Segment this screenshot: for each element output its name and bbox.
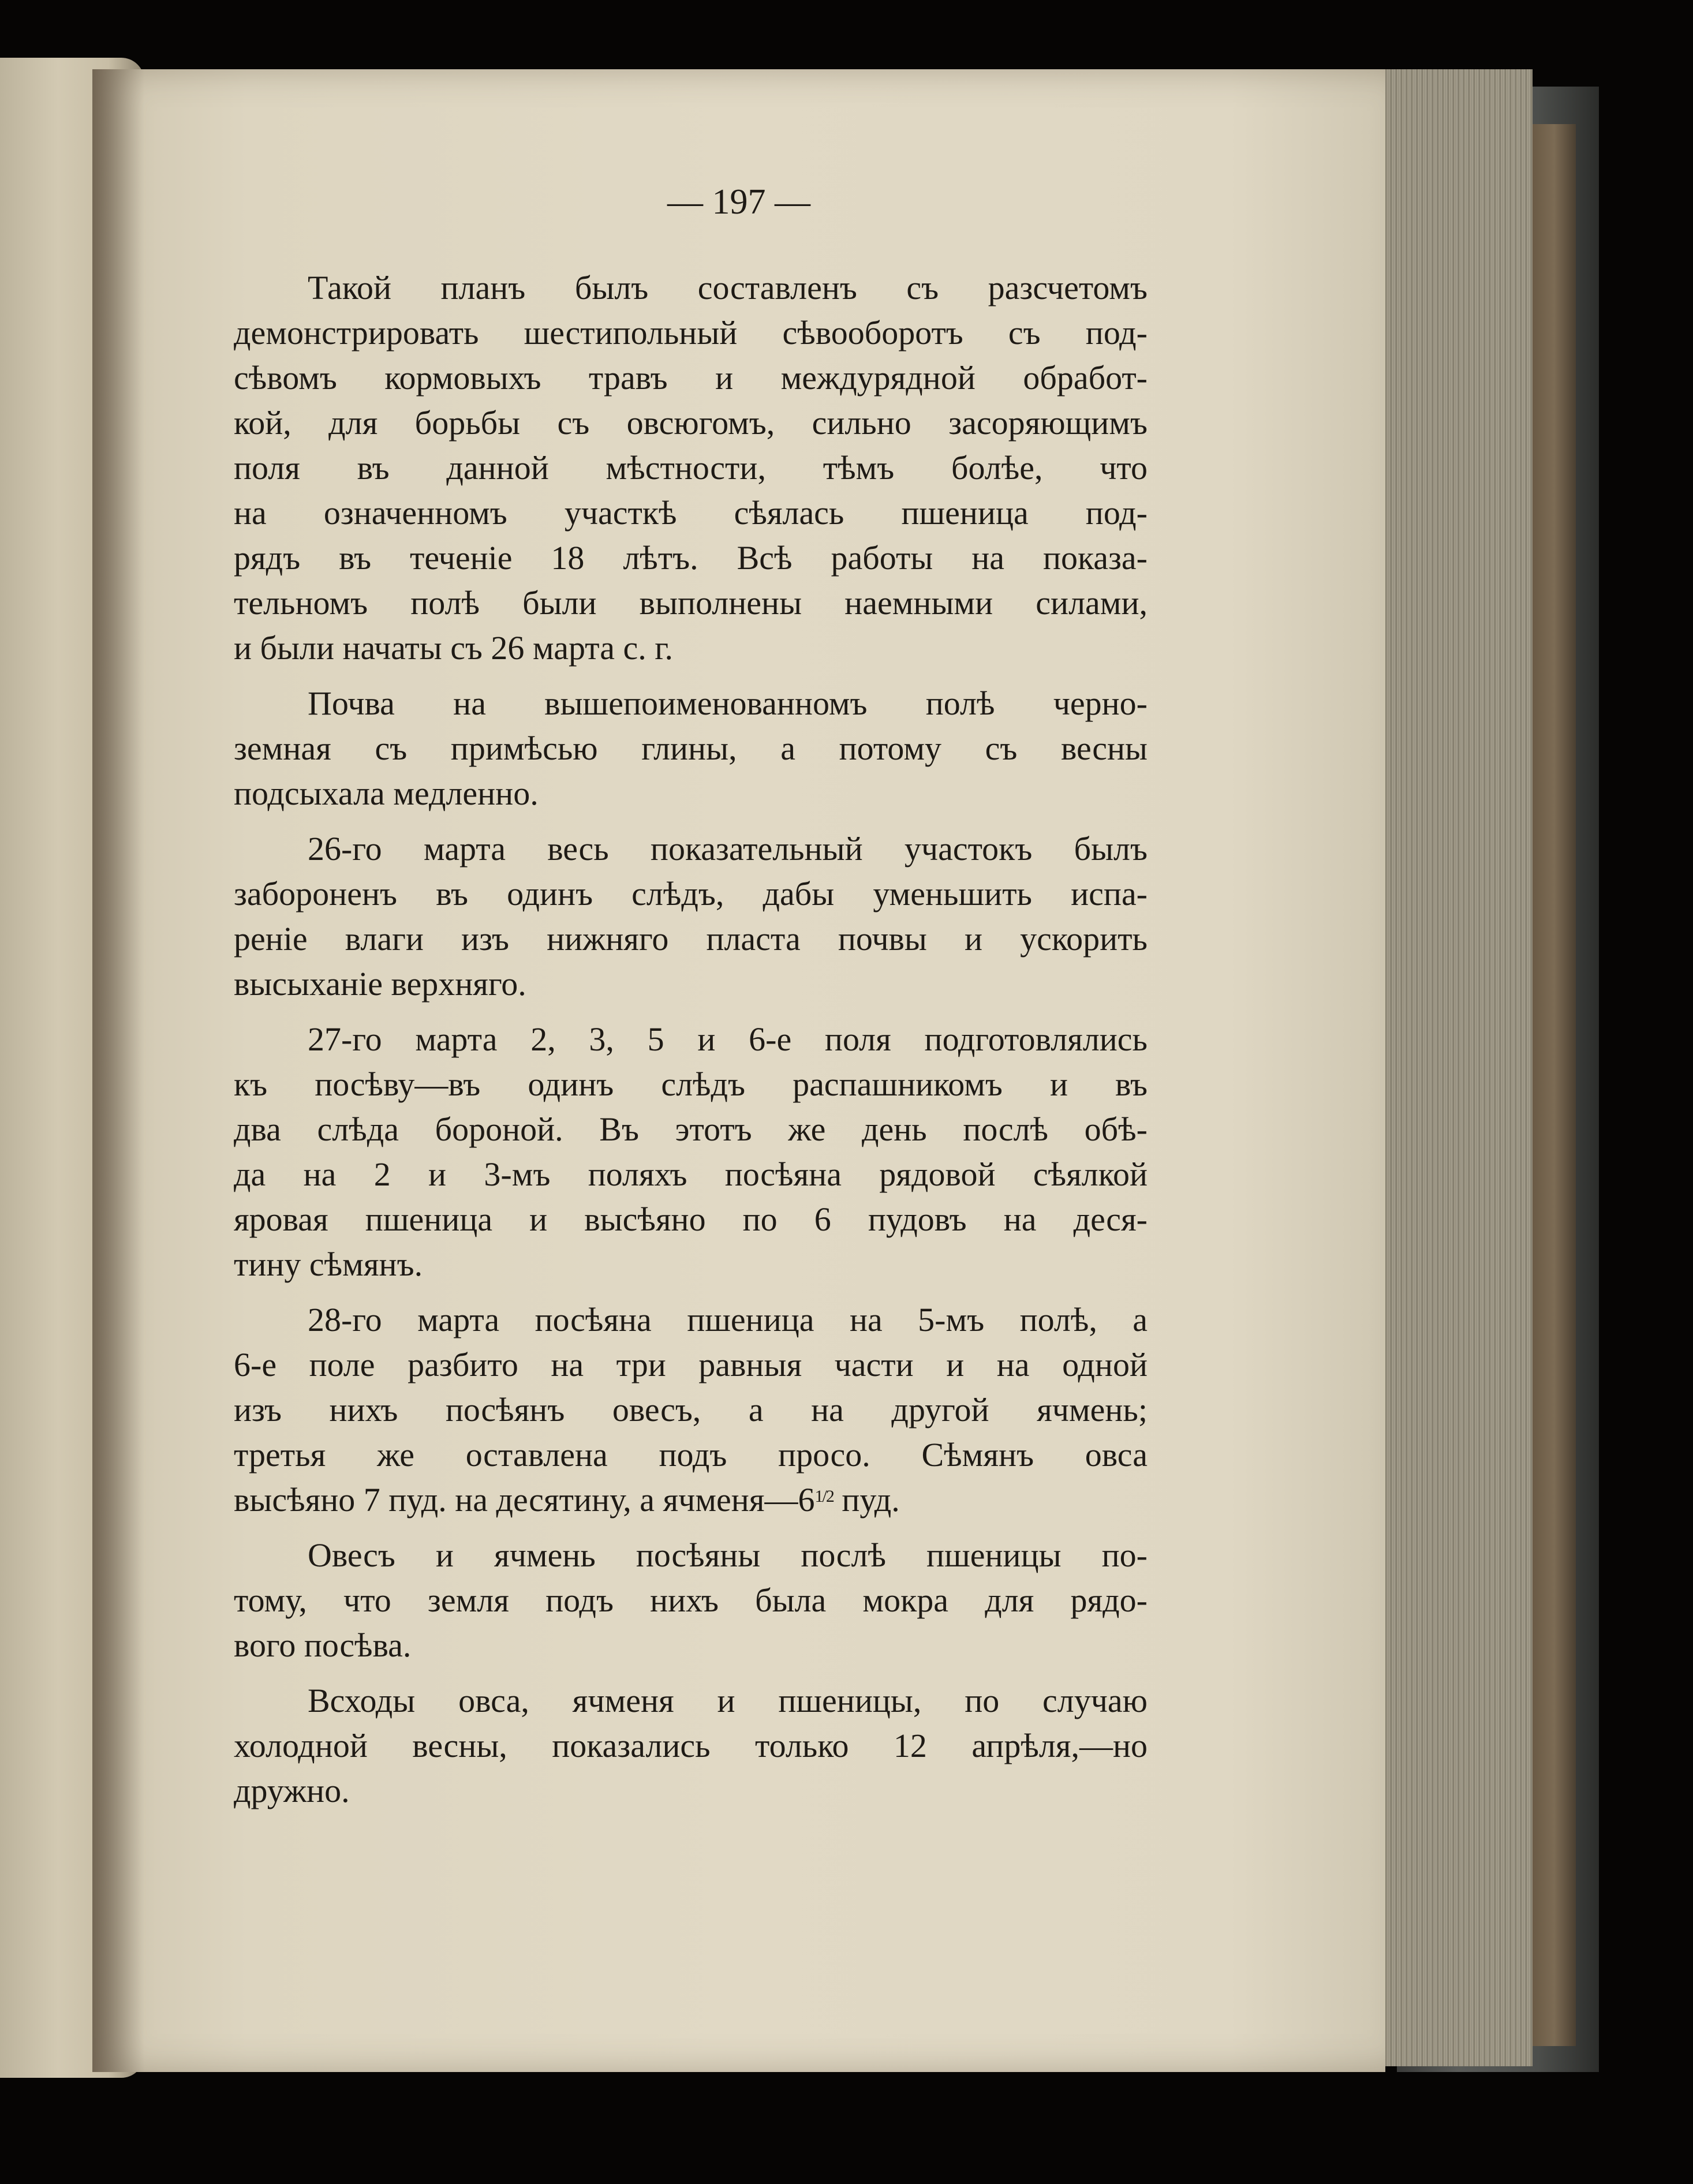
text-line: два слѣда бороной. Въ этотъ же день послѣ обѣ- (234, 1110, 1148, 1148)
page-block-edges (1382, 69, 1533, 2066)
text-line: Всходы овса, ячменя и пшеницы, по случаю (308, 1682, 1148, 1719)
paragraph-1 (234, 265, 1148, 671)
page-body (234, 265, 1148, 1824)
text-line: изъ нихъ посѣянъ овесъ, а на другой ячмень; (234, 1391, 1148, 1428)
text-line: вого посѣва. (234, 1626, 412, 1664)
text-line: 28-го марта посѣяна пшеница на 5-мъ полѣ, а (308, 1301, 1148, 1338)
text-line: тину сѣмянъ. (234, 1246, 423, 1283)
page-number: — 197 — (667, 182, 810, 222)
paragraph-2 (234, 681, 1148, 816)
right-page (92, 69, 1385, 2072)
text-line: сѣвомъ кормовыхъ травъ и междурядной обработ- (234, 359, 1148, 397)
text-line: Почва на вышепоименованномъ полѣ черно- (308, 685, 1148, 722)
page-gutter-shadow (92, 69, 144, 2072)
text-line: дружно. (234, 1772, 350, 1809)
text-line: подсыхала медленно. (234, 775, 539, 812)
text-fragment: высѣяно 7 пуд. на десятину, а ячменя—6 (234, 1481, 815, 1519)
text-line: высыханіе верхняго. (234, 965, 526, 1003)
text-line: поля въ данной мѣстности, тѣмъ болѣе, что (234, 449, 1148, 487)
fraction: 1/2 (814, 1487, 834, 1506)
text-line: къ посѣву—въ одинъ слѣдъ распашникомъ и въ (234, 1065, 1148, 1103)
text-line: третья же оставлена подъ просо. Сѣмянъ овса (234, 1436, 1148, 1474)
text-line: 26-го марта весь показательный участокъ былъ (308, 830, 1148, 867)
paragraph-5 (234, 1297, 1148, 1523)
text-line: яровая пшеница и высѣяно по 6 пудовъ на деся- (234, 1201, 1148, 1238)
text-line: забороненъ въ одинъ слѣдъ, дабы уменьшить испа- (234, 875, 1148, 913)
paragraph-3 (234, 827, 1148, 1007)
text-line: и были начаты съ 26 марта с. г. (234, 629, 673, 667)
text-line: земная съ примѣсью глины, а потому съ весны (234, 730, 1148, 767)
paragraph-6 (234, 1533, 1148, 1668)
text-line: демонстрировать шестипольный сѣвооборотъ съ под- (234, 314, 1148, 351)
text-line: 27-го марта 2, 3, 5 и 6-е поля подготовлялись (308, 1020, 1148, 1058)
text-line: тому, что земля подъ нихъ была мокра для рядо- (234, 1581, 1148, 1619)
text-line: Овесъ и ячмень посѣяны послѣ пшеницы по- (308, 1536, 1148, 1574)
text-line: холодной весны, показались только 12 апрѣля,—но (234, 1727, 1148, 1764)
text-line: рядъ въ теченіе 18 лѣтъ. Всѣ работы на показа- (234, 539, 1148, 577)
paragraph-4 (234, 1017, 1148, 1287)
text-line: да на 2 и 3-мъ поляхъ посѣяна рядовой сѣялкой (234, 1155, 1148, 1193)
text-line-with-fraction (234, 1478, 1148, 1523)
text-line: Такой планъ былъ составленъ съ разсчетомъ (308, 269, 1148, 306)
text-line: реніе влаги изъ нижняго пласта почвы и ускорить (234, 920, 1148, 958)
paragraph-7 (234, 1678, 1148, 1813)
text-line: 6-е поле разбито на три равныя части и на одной (234, 1346, 1148, 1383)
text-line: кой, для борьбы съ овсюгомъ, сильно засоряющимъ (234, 404, 1148, 442)
text-fragment: пуд. (833, 1481, 900, 1519)
text-line: на означенномъ участкѣ сѣялась пшеница под- (234, 494, 1148, 532)
text-line: тельномъ полѣ были выполнены наемными силами, (234, 584, 1148, 622)
board-edge (1533, 124, 1576, 2046)
